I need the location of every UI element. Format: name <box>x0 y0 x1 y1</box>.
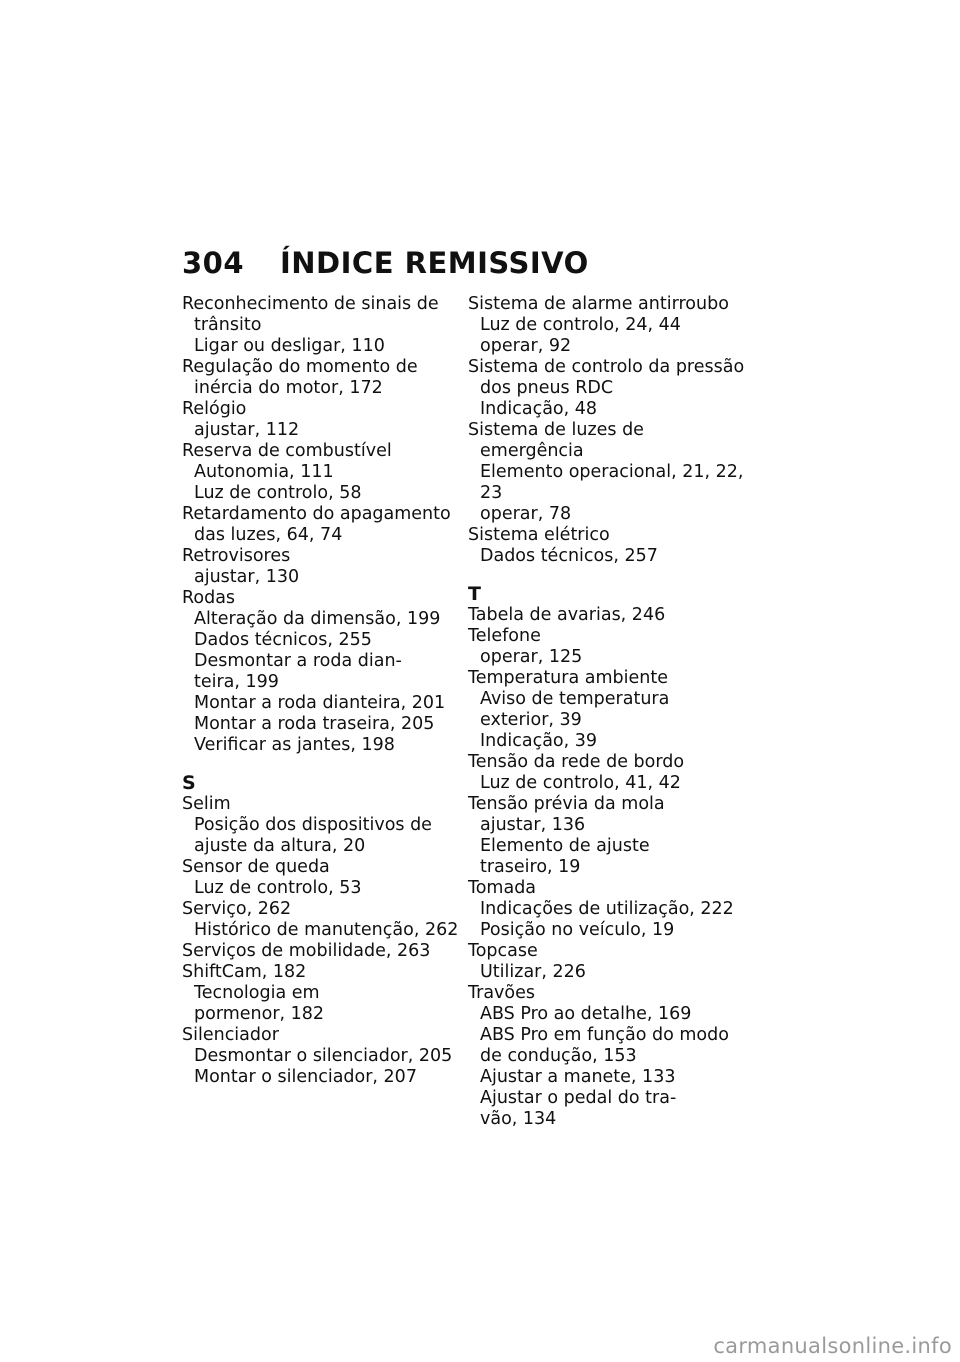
index-entry-continuation: dos pneus RDC <box>480 378 614 398</box>
index-column-left <box>182 294 462 1088</box>
index-subentry: Aviso de temperatura <box>480 689 670 709</box>
index-entry: Silenciador <box>182 1025 279 1045</box>
index-entry: Travões <box>468 983 535 1003</box>
index-entry: Retrovisores <box>182 546 291 566</box>
index-subentry: ABS Pro ao detalhe, 169 <box>480 1004 692 1024</box>
index-subentry: Desmontar a roda dian- <box>194 651 402 671</box>
page-title: ÍNDICE REMISSIVO <box>280 246 589 280</box>
index-subentry: Verificar as jantes, 198 <box>194 735 395 755</box>
index-subentry: Elemento operacional, 21, 22, <box>480 462 744 482</box>
index-subentry: Tecnologia em <box>194 983 320 1003</box>
index-entry: Relógio <box>182 399 247 419</box>
index-entry-continuation: inércia do motor, 172 <box>194 378 383 398</box>
index-subentry: Montar a roda traseira, 205 <box>194 714 435 734</box>
index-subentry: ABS Pro em função do modo <box>480 1025 729 1045</box>
index-subentry: ajustar, 130 <box>194 567 300 587</box>
index-column-right <box>468 294 748 1130</box>
index-subentry: Montar o silenciador, 207 <box>194 1067 417 1087</box>
index-entry: Serviço, 262 <box>182 899 292 919</box>
index-subentry: ajuste da altura, 20 <box>194 836 366 856</box>
index-entry: ShiftCam, 182 <box>182 962 307 982</box>
index-entry-continuation: das luzes, 64, 74 <box>194 525 343 545</box>
index-entry: Rodas <box>182 588 236 608</box>
index-subentry: traseiro, 19 <box>480 857 581 877</box>
index-entry: Reconhecimento de sinais de <box>182 294 439 314</box>
index-entry: Selim <box>182 794 231 814</box>
index-entry: Regulação do momento de <box>182 357 418 377</box>
index-subentry: Elemento de ajuste <box>480 836 650 856</box>
index-subentry: Alteração da dimensão, 199 <box>194 609 441 629</box>
index-subentry: Luz de controlo, 58 <box>194 483 362 503</box>
index-subentry: Montar a roda dianteira, 201 <box>194 693 446 713</box>
index-entry: Tabela de avarias, 246 <box>468 605 666 625</box>
index-entry: Telefone <box>468 626 541 646</box>
index-subentry: Dados técnicos, 255 <box>194 630 372 650</box>
index-subentry: Utilizar, 226 <box>480 962 586 982</box>
index-subentry: Indicação, 48 <box>480 399 598 419</box>
index-entry: Temperatura ambiente <box>468 668 668 688</box>
index-subentry: operar, 78 <box>480 504 572 524</box>
index-entry: Topcase <box>468 941 538 961</box>
index-subentry: Autonomia, 111 <box>194 462 334 482</box>
index-subentry: Dados técnicos, 257 <box>480 546 658 566</box>
index-subentry: exterior, 39 <box>480 710 582 730</box>
index-entry-continuation: trânsito <box>194 315 262 335</box>
index-entry: Serviços de mobilidade, 263 <box>182 941 431 961</box>
index-subentry: Desmontar o silenciador, 205 <box>194 1046 453 1066</box>
index-subentry: de condução, 153 <box>480 1046 637 1066</box>
page-header <box>182 246 589 280</box>
index-subentry: 23 <box>480 483 503 503</box>
index-subentry: Indicações de utilização, 222 <box>480 899 734 919</box>
index-entry: Reserva de combustível <box>182 441 392 461</box>
watermark-text: carmanualsonline.info <box>713 1334 952 1358</box>
index-subentry: teira, 199 <box>194 672 279 692</box>
index-subentry: Luz de controlo, 24, 44 <box>480 315 681 335</box>
index-entry: Sistema de alarme antirroubo <box>468 294 729 314</box>
index-subentry: vão, 134 <box>480 1109 557 1129</box>
index-subentry: operar, 125 <box>480 647 583 667</box>
index-entry: Sistema de luzes de <box>468 420 644 440</box>
index-entry: Sistema elétrico <box>468 525 610 545</box>
index-entry-continuation: emergência <box>480 441 584 461</box>
index-subentry: Posição dos dispositivos de <box>194 815 432 835</box>
index-subentry: Indicação, 39 <box>480 731 598 751</box>
index-subentry: pormenor, 182 <box>194 1004 325 1024</box>
index-entry: Tomada <box>468 878 537 898</box>
index-subentry: Luz de controlo, 41, 42 <box>480 773 681 793</box>
index-entry: Sensor de queda <box>182 857 330 877</box>
page-number: 304 <box>182 246 245 280</box>
index-subentry: Luz de controlo, 53 <box>194 878 362 898</box>
index-subentry: Ajustar o pedal do tra- <box>480 1088 677 1108</box>
index-entry: Tensão da rede de bordo <box>468 752 685 772</box>
index-subentry: Ajustar a manete, 133 <box>480 1067 676 1087</box>
index-subentry: Histórico de manutenção, 262 <box>194 920 459 940</box>
index-section-letter: T <box>468 583 481 605</box>
index-entry: Retardamento do apagamento <box>182 504 451 524</box>
index-entry: Sistema de controlo da pressão <box>468 357 745 377</box>
index-subentry: Posição no veículo, 19 <box>480 920 675 940</box>
index-subentry: ajustar, 112 <box>194 420 300 440</box>
index-subentry: ajustar, 136 <box>480 815 586 835</box>
index-section-letter: S <box>182 772 196 794</box>
index-entry: Tensão prévia da mola <box>468 794 665 814</box>
index-subentry: operar, 92 <box>480 336 572 356</box>
index-subentry: Ligar ou desligar, 110 <box>194 336 385 356</box>
